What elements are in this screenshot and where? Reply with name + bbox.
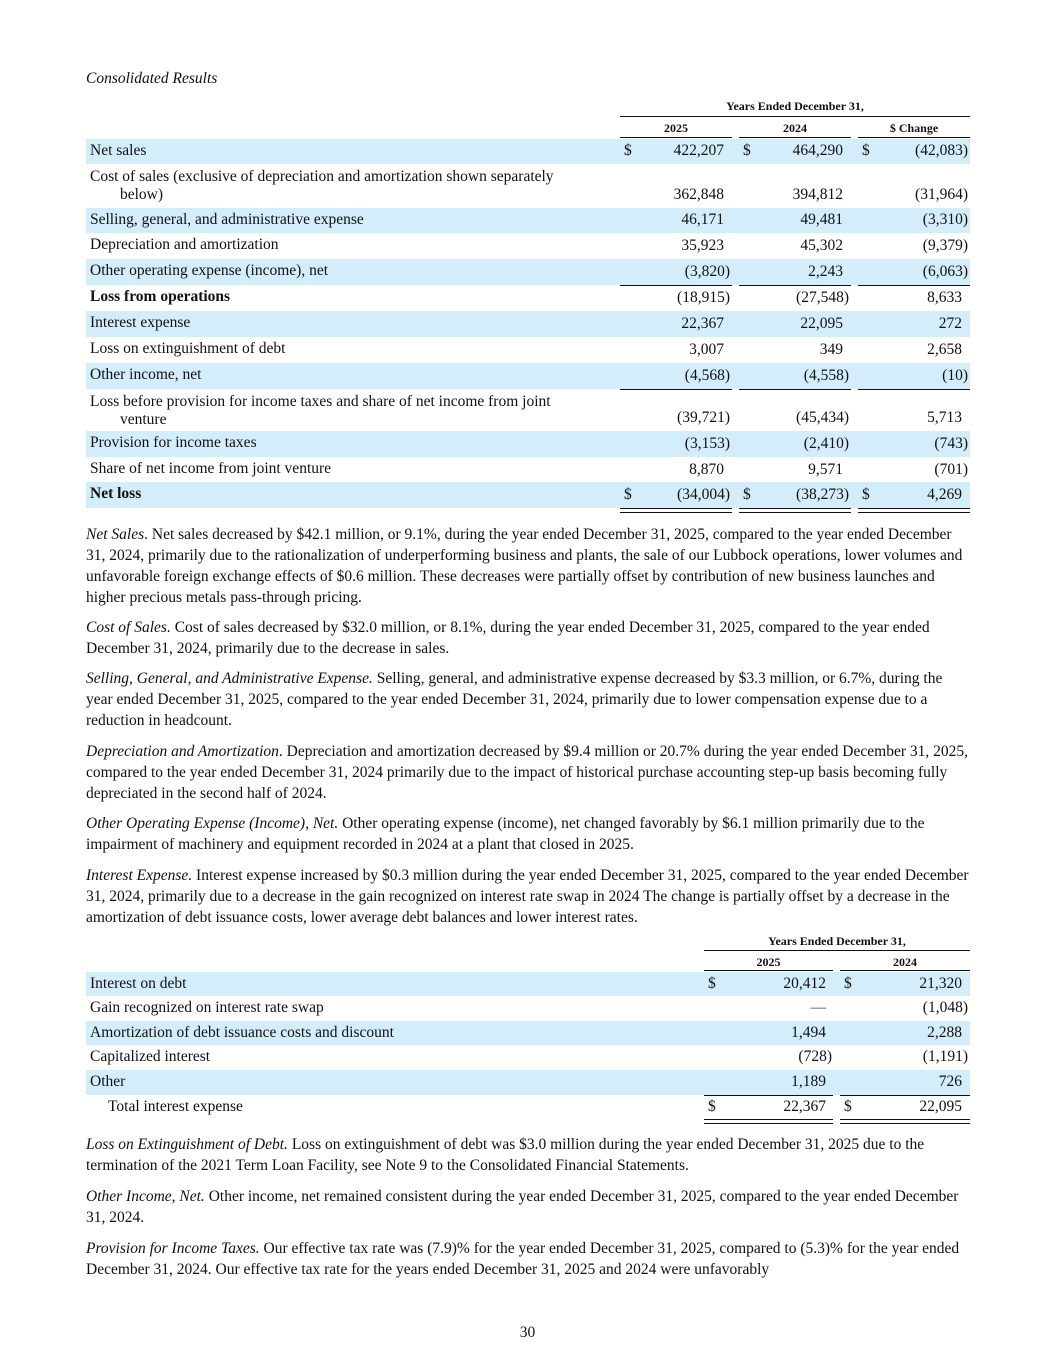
value-change: (10) xyxy=(942,367,968,384)
table-row xyxy=(86,996,970,1021)
table-row xyxy=(86,482,970,508)
paragraph-title: Cost of Sales. xyxy=(86,619,171,636)
value-2024: 45,302 xyxy=(800,237,843,254)
section-title: Consolidated Results xyxy=(86,70,218,87)
table-row xyxy=(86,1070,970,1095)
table-row xyxy=(86,1095,970,1120)
table-row xyxy=(86,285,970,311)
value-2024: 349 xyxy=(819,341,843,358)
table-row xyxy=(86,337,970,363)
value-change: (6,063) xyxy=(922,263,968,280)
table-row xyxy=(86,139,970,164)
paragraph-title: Other Income, Net. xyxy=(86,1188,205,1205)
value-change: (701) xyxy=(934,461,968,478)
value-change: 2,658 xyxy=(927,341,962,358)
table-row xyxy=(86,972,970,996)
value-change: (9,379) xyxy=(922,237,968,254)
value-2025: (3,820) xyxy=(684,263,730,280)
row-label: Total interest expense xyxy=(108,1098,243,1115)
paragraph-text: Our effective tax rate was (7.9)% for the year ended December 31, 2025, compared to (5.3)% for the year ended December 31, 2024. Our effective tax rate for the years ended December 31, 2025 and 2024 were unfavorably xyxy=(86,1240,960,1278)
value-2024: (45,434) xyxy=(796,409,849,426)
row-label: Amortization of debt issuance costs and discount xyxy=(90,1024,394,1041)
value-2025: 422,207 xyxy=(673,142,724,159)
table-row xyxy=(86,311,970,337)
dollar-sign: $ xyxy=(743,142,751,159)
value-2024: (2,410) xyxy=(803,435,849,452)
dollar-sign: $ xyxy=(624,486,632,503)
row-label: Gain recognized on interest rate swap xyxy=(90,999,324,1016)
value-2025: 362,848 xyxy=(673,186,724,203)
paragraph-loss-extinguishment xyxy=(86,1134,970,1176)
value-2024: 2,243 xyxy=(808,263,843,280)
value-2024: (4,558) xyxy=(803,367,849,384)
value-change: 5,713 xyxy=(927,409,962,426)
paragraph-text: . Net sales decreased by $42.1 million, or 9.1%, during the year ended December 31, 2025, compared to the year ended December 31, 2024, primarily due to the rationalization of underperforming business and plants, the sale of our Lubbock operations, lower volumes and unfavorable foreign exchange effects of $0.6 million. These decreases were partially offset by contribution of new business launches and higher precious metals pass-through pricing. xyxy=(86,526,963,606)
row-label: Provision for income taxes xyxy=(90,434,257,451)
row-label: Net sales xyxy=(90,142,147,159)
table-row xyxy=(86,259,970,285)
table-row xyxy=(86,363,970,389)
results-col-2024: 2024 xyxy=(783,121,807,135)
row-label: Interest on debt xyxy=(90,975,187,992)
value-2024: 21,320 xyxy=(919,975,962,992)
row-label: Cost of sales (exclusive of depreciation and amortization shown separately xyxy=(90,168,554,185)
value-change: (42,083) xyxy=(915,142,968,159)
table-row xyxy=(86,457,970,482)
paragraph-title: Loss on Extinguishment of Debt. xyxy=(86,1136,288,1153)
value-change: 4,269 xyxy=(927,486,962,503)
value-change: (3,310) xyxy=(922,211,968,228)
paragraph-title: Selling, General, and Administrative Expense. xyxy=(86,670,373,687)
paragraph-text: Other income, net remained consistent during the year ended December 31, 2025, compared to the year ended December 31, 2024. xyxy=(86,1188,959,1226)
value-2025: — xyxy=(810,999,826,1016)
value-2025: (4,568) xyxy=(684,367,730,384)
paragraph-text: Other operating expense (income), net changed favorably by $6.1 million primarily due to the impairment of machinery and equipment recorded in 2024 at a plant that closed in 2025. xyxy=(86,815,925,853)
value-2025: (39,721) xyxy=(677,409,730,426)
value-change: (31,964) xyxy=(915,186,968,203)
value-2024: 394,812 xyxy=(792,186,843,203)
paragraph-sga xyxy=(86,668,970,731)
row-label: Other operating expense (income), net xyxy=(90,262,329,279)
value-2025: 20,412 xyxy=(783,975,826,992)
results-col-2025: 2025 xyxy=(664,121,688,135)
row-label: Loss before provision for income taxes and share of net income from joint xyxy=(90,393,551,410)
dollar-sign: $ xyxy=(708,1098,716,1115)
row-label: Selling, general, and administrative expense xyxy=(90,211,364,228)
value-2025: (18,915) xyxy=(677,289,730,306)
dollar-sign: $ xyxy=(844,1098,852,1115)
value-2024: (27,548) xyxy=(796,289,849,306)
row-label: Loss on extinguishment of debt xyxy=(90,340,286,357)
table-row xyxy=(86,164,970,208)
table-row xyxy=(86,1045,970,1070)
paragraph-title: Net Sales xyxy=(86,526,145,543)
dollar-sign: $ xyxy=(624,142,632,159)
value-2025: 8,870 xyxy=(689,461,724,478)
row-label: Other xyxy=(90,1073,126,1090)
value-2024: 49,481 xyxy=(800,211,843,228)
value-2025: 1,189 xyxy=(791,1073,826,1090)
value-2024: 22,095 xyxy=(919,1098,962,1115)
value-2024: 726 xyxy=(938,1073,962,1090)
dollar-sign: $ xyxy=(862,142,870,159)
paragraph-title: Other Operating Expense (Income), Net. xyxy=(86,815,339,832)
row-label: Loss from operations xyxy=(90,288,231,305)
value-2025: (34,004) xyxy=(677,486,730,503)
value-2024: (38,273) xyxy=(796,486,849,503)
table-row xyxy=(86,233,970,259)
value-2024: 2,288 xyxy=(927,1024,962,1041)
value-2024: (1,048) xyxy=(922,999,968,1016)
paragraph-other-income xyxy=(86,1186,970,1228)
paragraph-cost-of-sales xyxy=(86,617,970,659)
paragraph-interest xyxy=(86,865,970,928)
value-2024: 464,290 xyxy=(792,142,843,159)
results-col-change: $ Change xyxy=(889,121,939,135)
table-row xyxy=(86,431,970,457)
value-change: (743) xyxy=(934,435,968,452)
value-2024: 9,571 xyxy=(808,461,843,478)
row-label-cont: below) xyxy=(120,186,164,203)
paragraph-text: . Depreciation and amortization decreased by $9.4 million or 20.7% during the year ended December 31, 2025, compared to the year ended December 31, 2024 primarily due to the impact of historical purchase accounting step-up basis becoming fully depreciated in the second half of 2024. xyxy=(86,743,968,802)
paragraph-dna xyxy=(86,741,970,804)
row-label: Net loss xyxy=(90,485,142,502)
row-label: Other income, net xyxy=(90,366,202,383)
value-change: 8,633 xyxy=(927,289,962,306)
table-row xyxy=(86,389,970,431)
value-2025: (728) xyxy=(798,1048,832,1065)
value-2025: 46,171 xyxy=(681,211,724,228)
interest-col-2024: 2024 xyxy=(893,955,917,969)
value-change: 272 xyxy=(938,315,962,332)
paragraph-title: Provision for Income Taxes. xyxy=(86,1240,260,1257)
value-2024: 22,095 xyxy=(800,315,843,332)
paragraph-text: Loss on extinguishment of debt was $3.0 million during the year ended December 31, 2025 due to the termination of the 2021 Term Loan Facility, see Note 9 to the Consolidated Financial Statements. xyxy=(86,1136,925,1174)
value-2025: 35,923 xyxy=(681,237,724,254)
paragraph-text: Interest expense increased by $0.3 million during the year ended December 31, 2025, compared to the year ended December 31, 2024, primarily due to a decrease in the gain recognized on interest rate swap in 2024 The change is partially offset by a decrease in the amortization of debt issuance costs, lower average debt balances and lower interest rates. xyxy=(86,867,969,926)
value-2025: 3,007 xyxy=(689,341,724,358)
paragraph-income-taxes xyxy=(86,1238,970,1280)
value-2025: 22,367 xyxy=(681,315,724,332)
paragraph-title: Depreciation and Amortization xyxy=(86,743,279,760)
paragraph-net-sales xyxy=(86,524,970,608)
value-2025: 22,367 xyxy=(783,1098,826,1115)
table-row xyxy=(86,1021,970,1045)
paragraph-title: Interest Expense. xyxy=(86,867,193,884)
dollar-sign: $ xyxy=(708,975,716,992)
row-label: Depreciation and amortization xyxy=(90,236,279,253)
interest-col-2025: 2025 xyxy=(756,955,781,969)
page-number: 30 xyxy=(519,1324,536,1341)
value-2024: (1,191) xyxy=(922,1048,968,1065)
dollar-sign: $ xyxy=(743,486,751,503)
results-header-group: Years Ended December 31, xyxy=(726,99,864,113)
dollar-sign: $ xyxy=(844,975,852,992)
row-label-cont: venture xyxy=(120,411,167,428)
value-2025: (3,153) xyxy=(684,435,730,452)
value-2025: 1,494 xyxy=(791,1024,826,1041)
dollar-sign: $ xyxy=(862,486,870,503)
row-label: Capitalized interest xyxy=(90,1048,211,1065)
row-label: Interest expense xyxy=(90,314,191,331)
paragraph-text: Selling, general, and administrative expense decreased by $3.3 million, or 6.7%, during the year ended December 31, 2025, compared to the year ended December 31, 2024, primarily due to lower compensation expense due to a reduction in headcount. xyxy=(86,670,943,729)
interest-header-group: Years Ended December 31, xyxy=(768,934,906,948)
row-label: Share of net income from joint venture xyxy=(90,460,332,477)
paragraph-text: Cost of sales decreased by $32.0 million, or 8.1%, during the year ended December 31, 2025, compared to the year ended December 31, 2024, primarily due to the decrease in sales. xyxy=(86,619,930,657)
table-row xyxy=(86,208,970,233)
paragraph-other-opex xyxy=(86,813,970,855)
